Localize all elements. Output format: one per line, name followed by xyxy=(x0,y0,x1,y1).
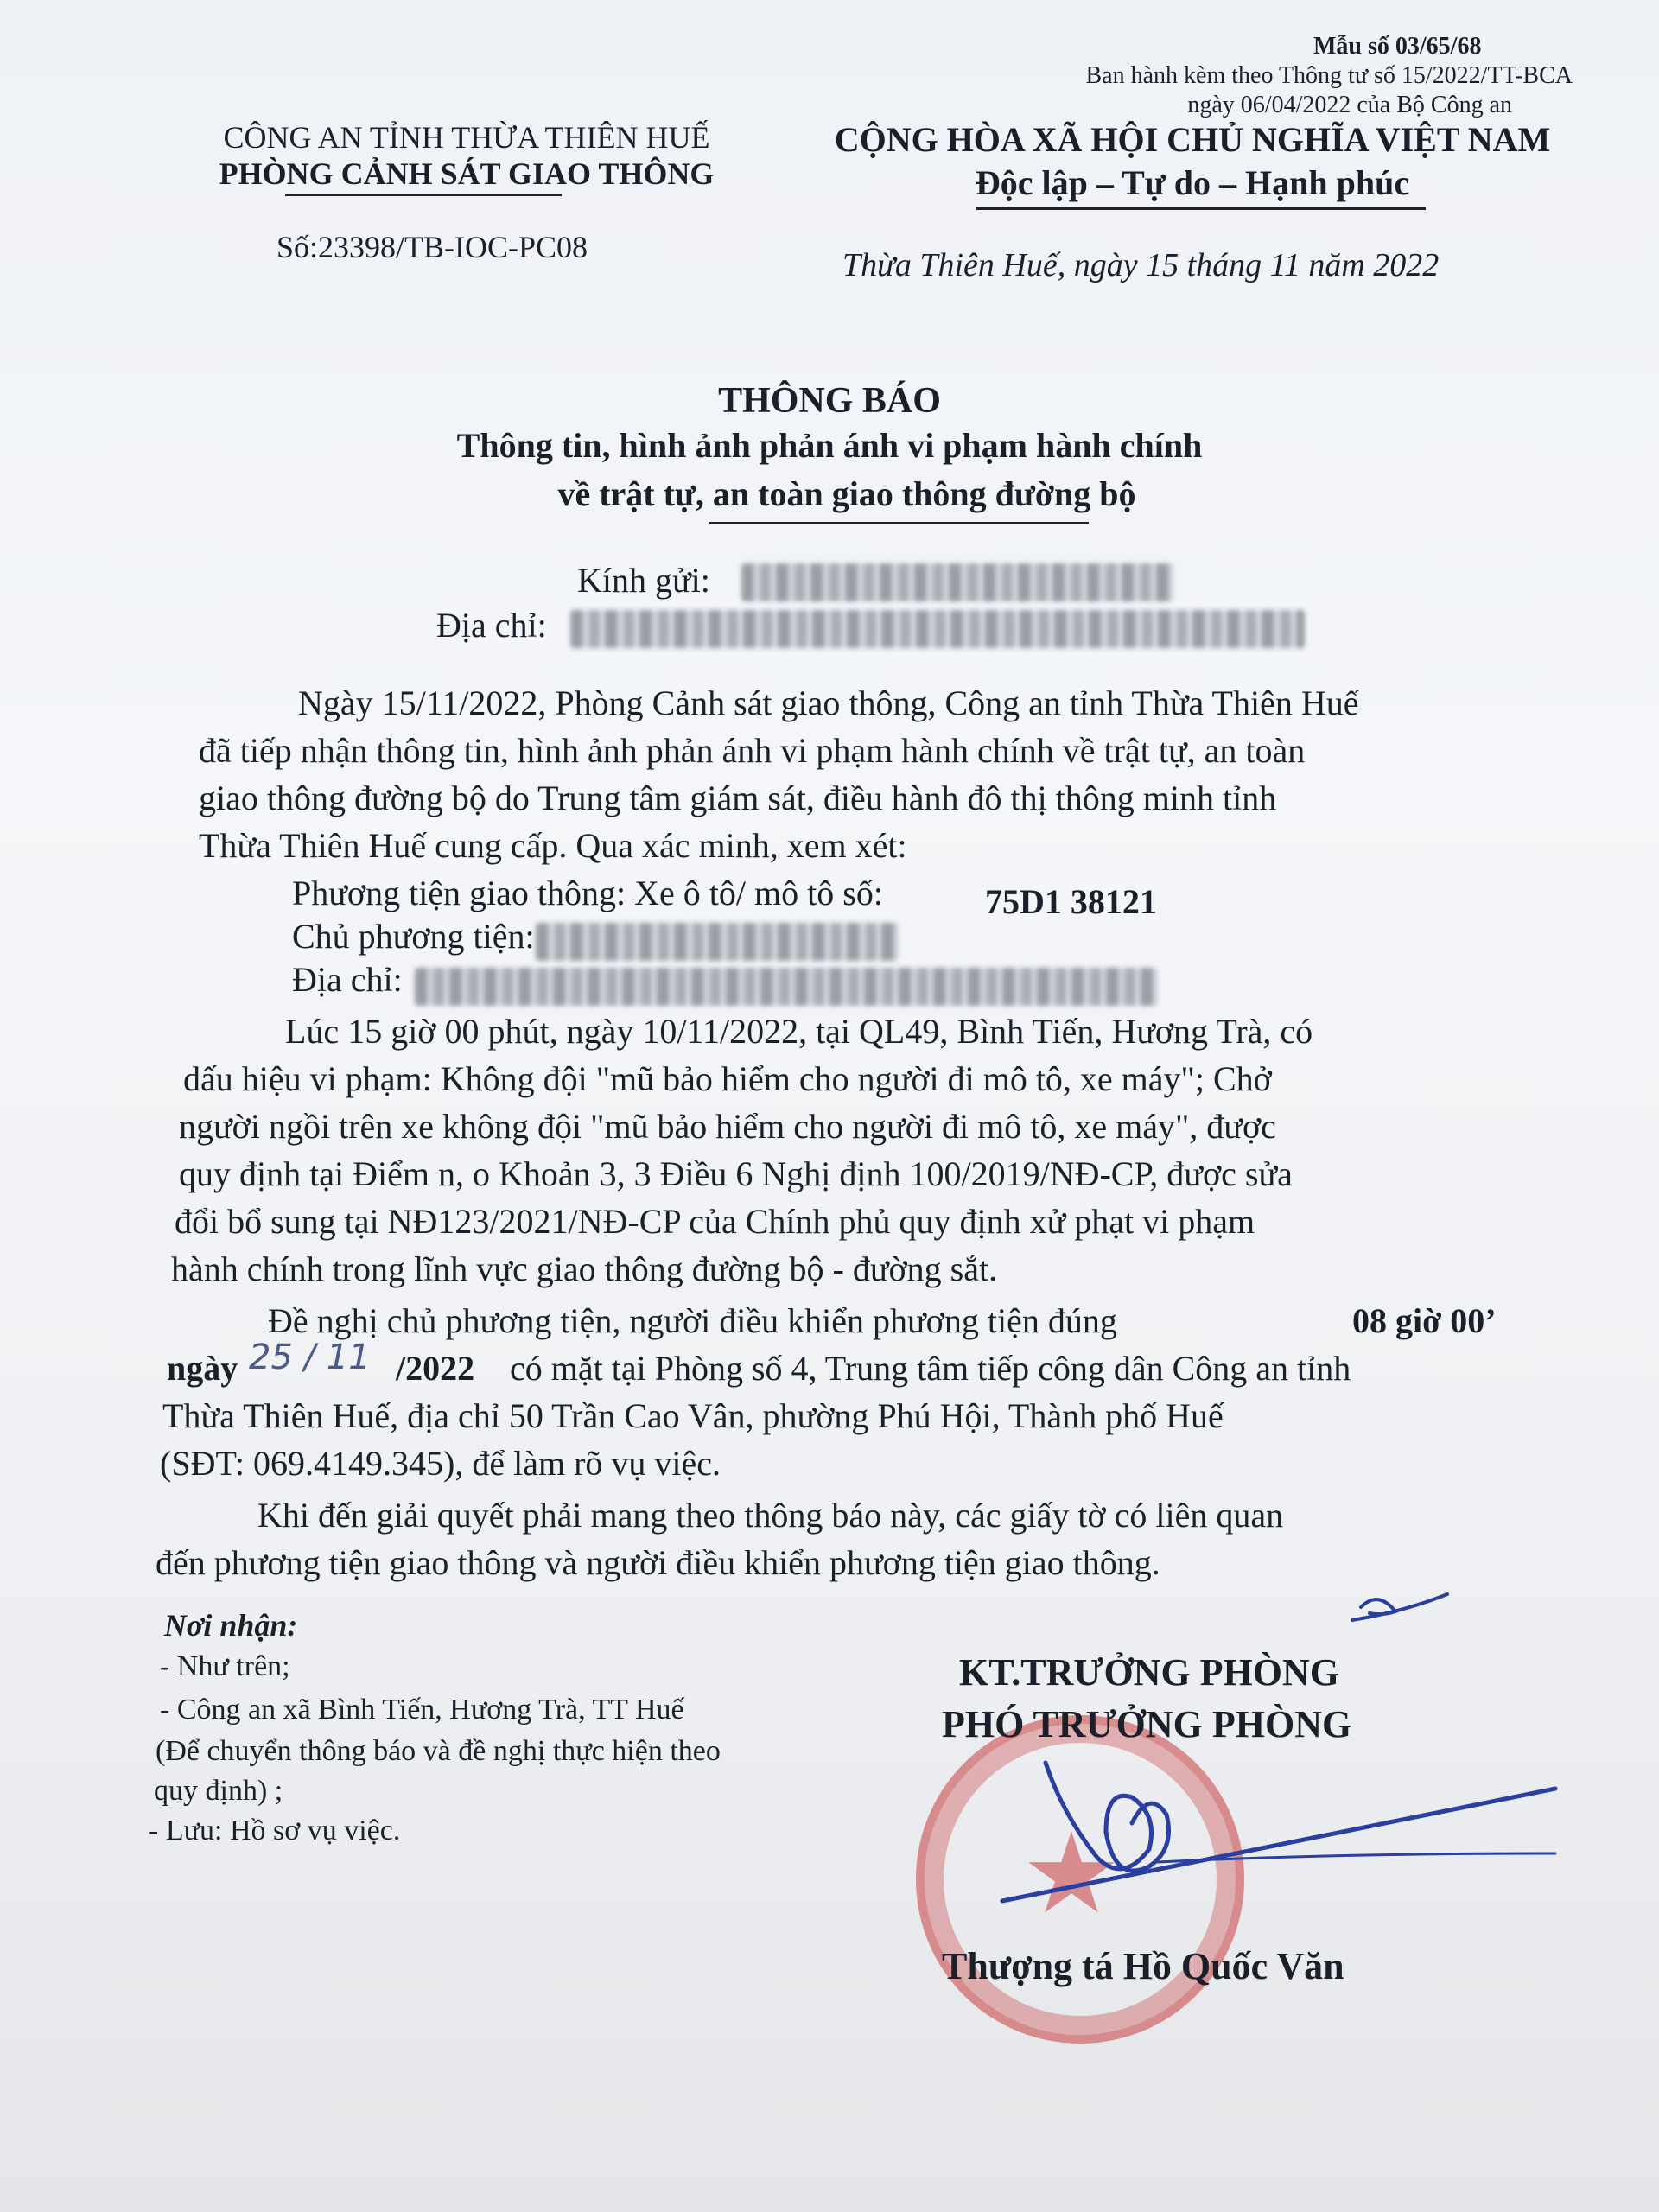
body-p2-line-5: đổi bổ sung tại NĐ123/2021/NĐ-CP của Chính phủ quy định xử phạt vi phạm xyxy=(175,1202,1255,1241)
signer-role-2: PHÓ TRƯỞNG PHÒNG xyxy=(942,1703,1352,1745)
recipient-3: (Để chuyển thông báo và đề nghị thực hiện theo xyxy=(156,1735,721,1767)
document-subtitle-1: Thông tin, hình ảnh phản ánh vi phạm hành chính xyxy=(456,426,1203,465)
document-subtitle-2: về trật tự, an toàn giao thông đường bộ xyxy=(557,474,1136,513)
body-p2-line-4: quy định tại Điểm n, o Khoản 3, 3 Điều 6 Nghị định 100/2019/NĐ-CP, được sửa xyxy=(179,1154,1293,1193)
agency-parent: CÔNG AN TỈNH THỪA THIÊN HUẾ xyxy=(223,120,710,155)
recipient-5: - Lưu: Hồ sơ vụ việc. xyxy=(149,1815,401,1847)
body-p1-line-1: Ngày 15/11/2022, Phòng Cảnh sát giao thông, Công an tỉnh Thừa Thiên Huế xyxy=(298,683,1359,722)
body-p4-line-1: Khi đến giải quyết phải mang theo thông báo này, các giấy tờ có liên quan xyxy=(257,1496,1284,1535)
body-p4-line-2: đến phương tiện giao thông và người điều khiển phương tiện giao thông. xyxy=(156,1543,1160,1582)
stamp-star-icon: ★ xyxy=(1020,1813,1122,1937)
agency-unit: PHÒNG CẢNH SÁT GIAO THÔNG xyxy=(219,156,715,191)
body-p3-line-1: Đề nghị chủ phương tiện, người điều khiển phương tiện đúng xyxy=(268,1301,1117,1340)
signer-role-1: KT.TRƯỞNG PHÒNG xyxy=(959,1651,1339,1694)
nation-name: CỘNG HÒA XÃ HỘI CHỦ NGHĨA VIỆT NAM xyxy=(834,120,1551,159)
owner-label: Chủ phương tiện: xyxy=(292,917,535,956)
address-label: Địa chỉ: xyxy=(436,606,547,645)
document-title: THÔNG BÁO xyxy=(718,381,941,421)
form-issued-line-1: Ban hành kèm theo Thông tư số 15/2022/TT-BCA xyxy=(1085,62,1573,89)
appointment-day-label: ngày xyxy=(167,1349,238,1388)
body-p3-line-4: (SĐT: 069.4149.345), để làm rõ vụ việc. xyxy=(160,1444,721,1483)
vehicle-number: 75D1 38121 xyxy=(985,882,1157,921)
signer-name: Thượng tá Hồ Quốc Văn xyxy=(942,1945,1344,1987)
recipient-2: - Công an xã Bình Tiến, Hương Trà, TT Huế xyxy=(160,1694,684,1726)
form-number: Mẫu số 03/65/68 xyxy=(1313,33,1482,60)
place-date: Thừa Thiên Huế, ngày 15 tháng 11 năm 2022 xyxy=(842,247,1440,283)
appointment-time: 08 giờ 00’ xyxy=(1352,1301,1497,1340)
recipient-1: - Như trên; xyxy=(160,1650,290,1682)
body-p2-line-1: Lúc 15 giờ 00 phút, ngày 10/11/2022, tại QL49, Bình Tiến, Hương Trà, có xyxy=(285,1012,1313,1051)
document-number: Số:23398/TB-IOC-PC08 xyxy=(276,230,588,264)
body-p3-line-3: Thừa Thiên Huế, địa chỉ 50 Trần Cao Vân, phường Phú Hội, Thành phố Huế xyxy=(162,1396,1224,1435)
vehicle-label: Phương tiện giao thông: Xe ô tô/ mô tô số: xyxy=(292,874,883,912)
body-p1-line-4: Thừa Thiên Huế cung cấp. Qua xác minh, xem xét: xyxy=(199,826,907,865)
body-p2-line-6: hành chính trong lĩnh vực giao thông đường bộ - đường sắt. xyxy=(171,1249,998,1288)
body-p1-line-3: giao thông đường bộ do Trung tâm giám sát, điều hành đô thị thông minh tỉnh xyxy=(199,779,1277,817)
body-p2-line-2: dấu hiệu vi phạm: Không đội "mũ bảo hiểm cho người đi mô tô, xe máy"; Chở xyxy=(183,1059,1272,1098)
appointment-year: /2022 xyxy=(396,1349,475,1388)
nation-motto: Độc lập – Tự do – Hạnh phúc xyxy=(975,163,1410,202)
appointment-day-handwritten: 25 / 11 xyxy=(249,1338,371,1377)
body-p3-line-2: có mặt tại Phòng số 4, Trung tâm tiếp công dân Công an tỉnh xyxy=(510,1349,1351,1388)
body-p2-line-3: người ngồi trên xe không đội "mũ bảo hiểm cho người đi mô tô, xe máy", được xyxy=(179,1107,1276,1146)
form-issued-line-2: ngày 06/04/2022 của Bộ Công an xyxy=(1187,92,1512,118)
recipient-4: quy định) ; xyxy=(154,1775,283,1807)
body-p1-line-2: đã tiếp nhận thông tin, hình ảnh phản ánh vi phạm hành chính về trật tự, an toàn xyxy=(199,731,1306,770)
to-label: Kính gửi: xyxy=(577,561,710,600)
owner-address-label: Địa chỉ: xyxy=(292,960,403,999)
recipients-title: Nơi nhận: xyxy=(164,1608,298,1643)
